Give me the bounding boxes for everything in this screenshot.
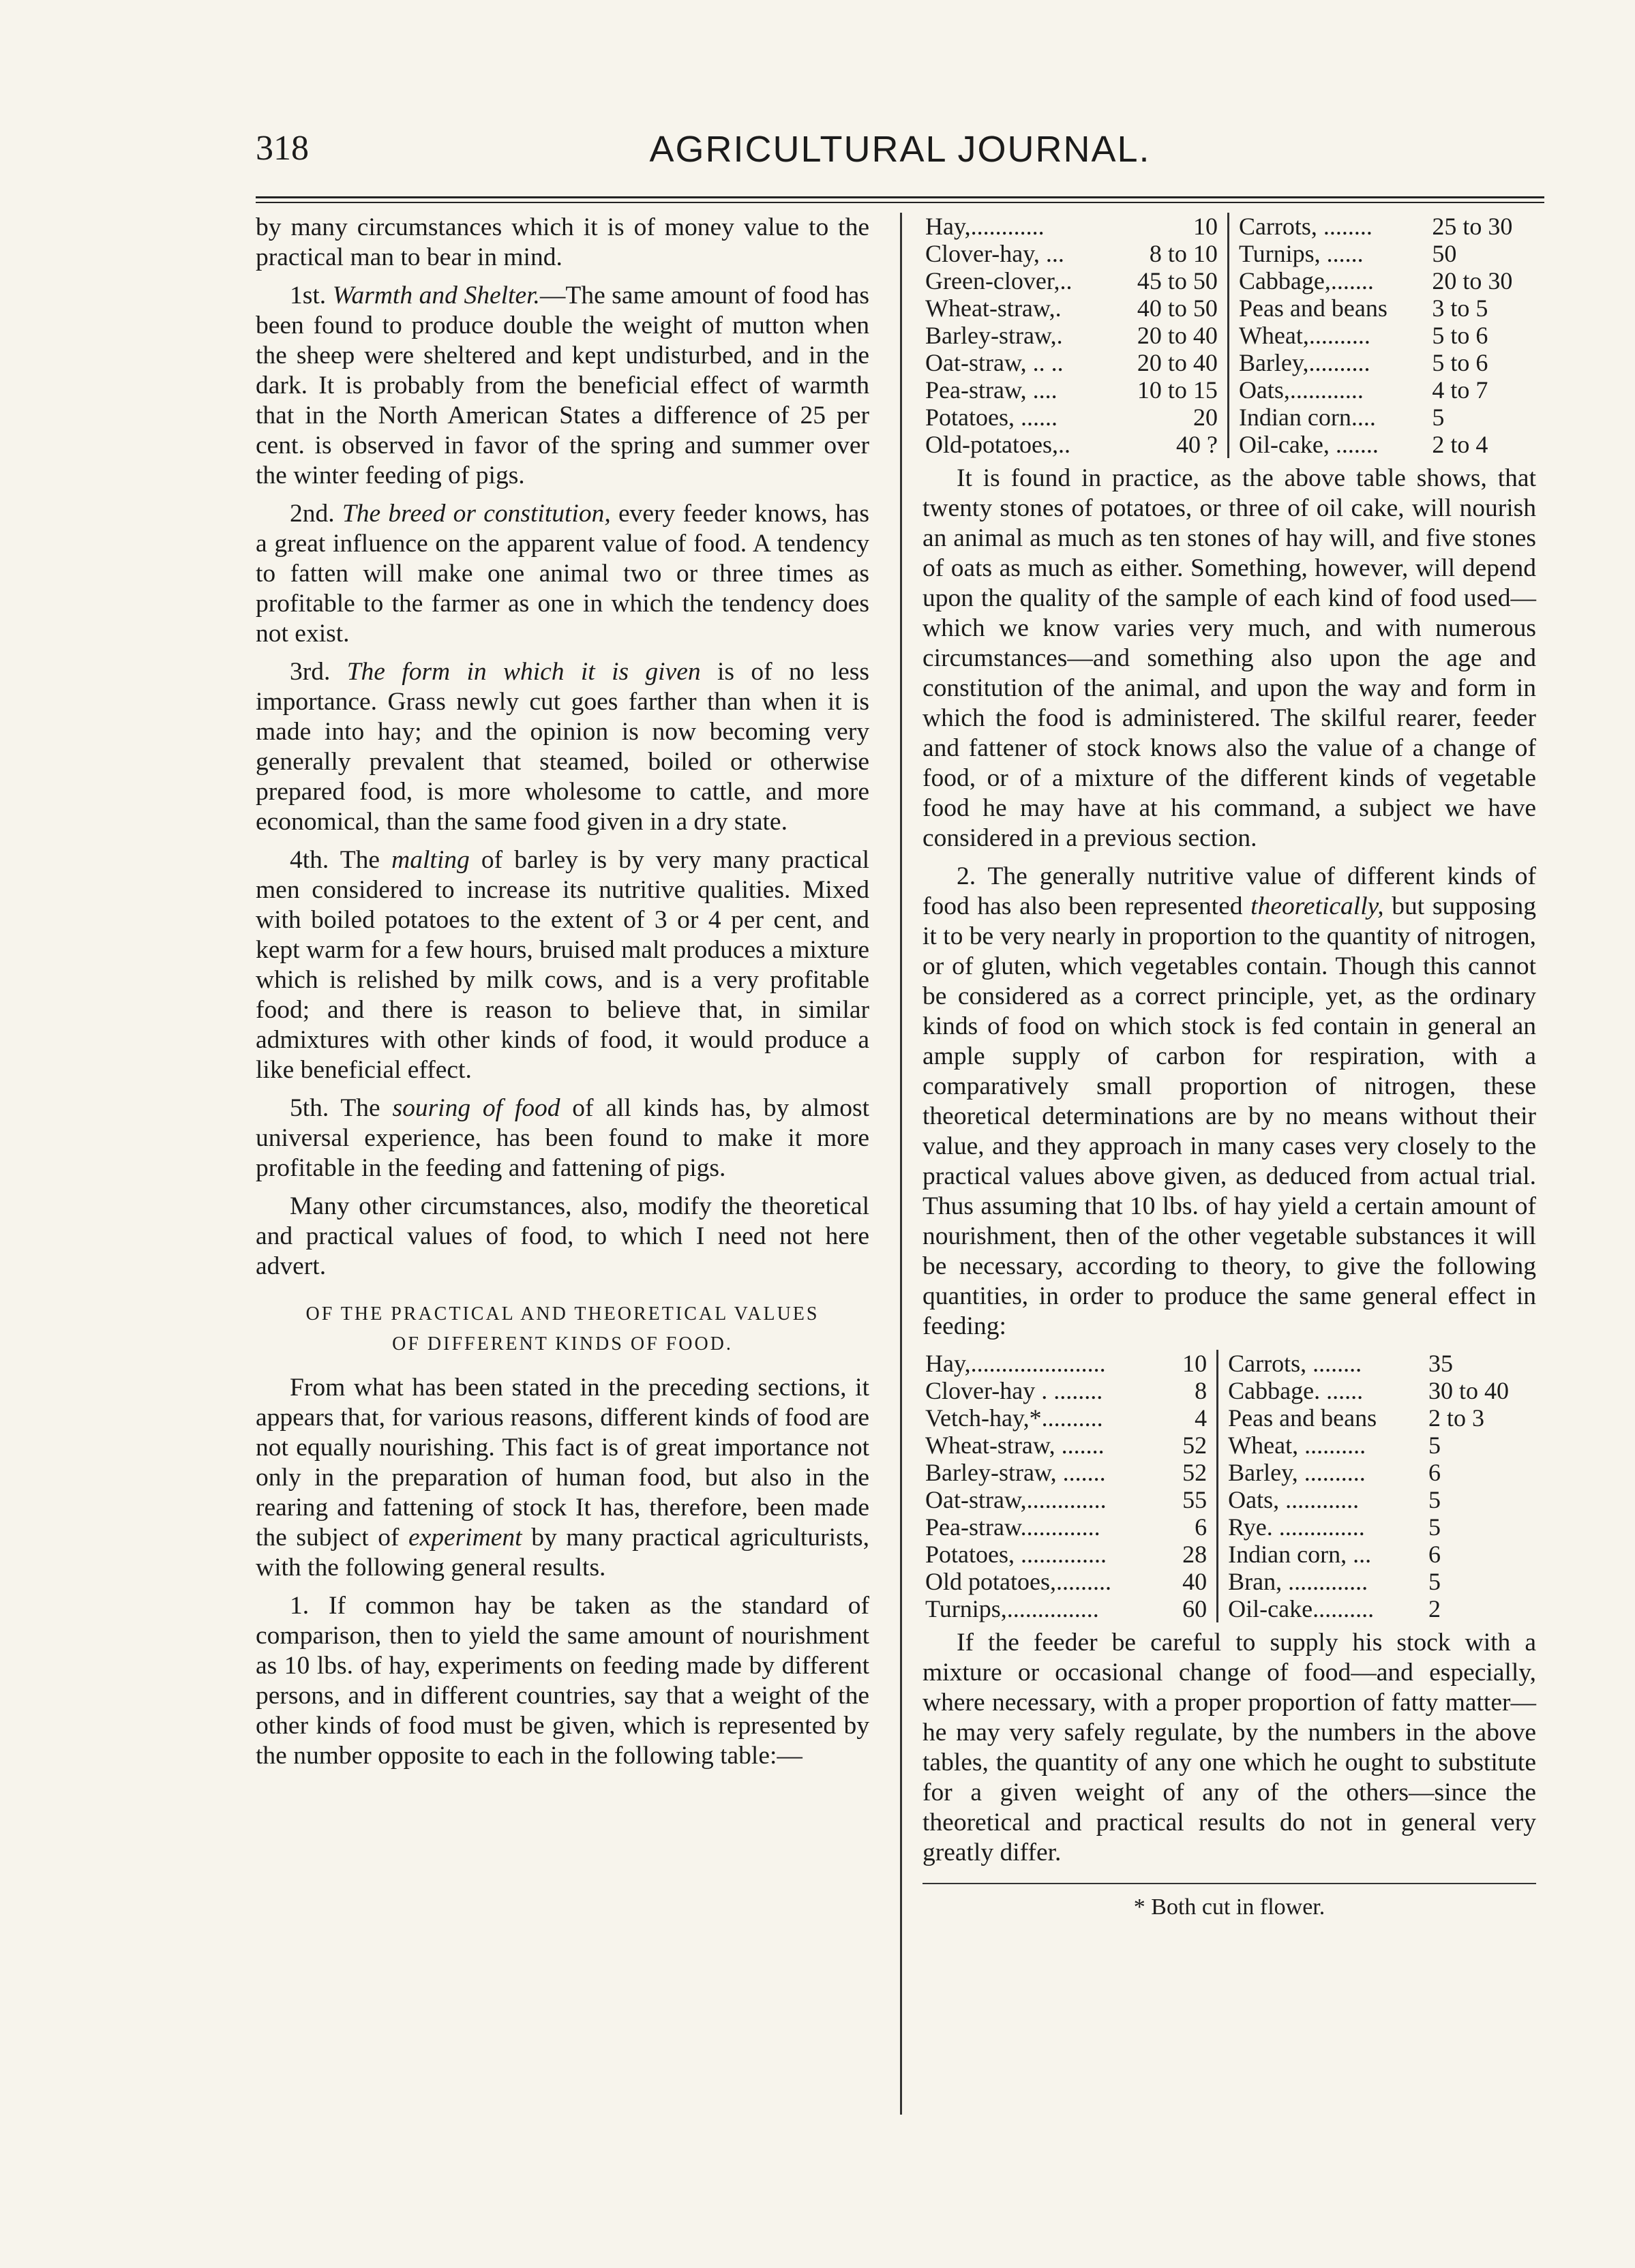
food-value: 2 <box>1428 1595 1441 1622</box>
food-name: Carrots, ........ <box>1218 1350 1426 1377</box>
table-row <box>922 1350 1536 1377</box>
food-name: Oil-cake.......... <box>1218 1595 1426 1622</box>
para-text: every feeder knows, has a great influence on the apparent value of food. A tendency to fatten will make one animal two or three times as profitable to the farmer as one in which the tendency does not exist. <box>256 500 869 648</box>
para-emphasis: malting <box>391 846 470 874</box>
food-name: Pea-straw, .... <box>925 376 1058 404</box>
food-value: 5 to 6 <box>1432 322 1488 349</box>
food-value: 20 to 30 <box>1432 267 1513 294</box>
food-name: Potatoes, ...... <box>925 404 1058 431</box>
table-row <box>922 349 1536 376</box>
table-row <box>922 1513 1536 1541</box>
food-value: 55 <box>1182 1486 1208 1513</box>
food-name: Oats, ............ <box>1218 1486 1426 1513</box>
food-value: 60 <box>1182 1595 1208 1622</box>
food-value: 8 to 10 <box>1149 240 1218 267</box>
food-value: 10 to 15 <box>1137 376 1218 404</box>
food-value: 8 <box>1195 1377 1208 1404</box>
food-name: Wheat, .......... <box>1218 1432 1426 1459</box>
theoretical-values-table <box>922 1350 1536 1622</box>
food-value: 35 <box>1428 1350 1453 1377</box>
para-emphasis: experiment <box>408 1524 522 1552</box>
table-row <box>922 1459 1536 1486</box>
food-name: Barley-straw,. <box>925 322 1063 349</box>
right-column <box>922 213 1536 1922</box>
para-emphasis: The form in which it is given <box>346 658 701 686</box>
food-name: Vetch-hay,*.......... <box>925 1404 1103 1432</box>
food-name: Turnips,............... <box>925 1595 1099 1622</box>
para-lead: 1st. <box>290 282 333 309</box>
food-value: 5 <box>1428 1513 1441 1541</box>
table-row <box>922 267 1536 294</box>
food-name: Potatoes, .............. <box>925 1541 1107 1568</box>
running-title: AGRICULTURAL JOURNAL. <box>649 129 1151 170</box>
food-value: 6 <box>1428 1459 1441 1486</box>
food-name: Carrots, ........ <box>1228 213 1429 240</box>
food-name: Oats,............ <box>1228 376 1429 404</box>
food-name: Wheat,.......... <box>1228 322 1429 349</box>
page-number: 318 <box>256 129 309 168</box>
food-name: Old potatoes,......... <box>925 1568 1111 1595</box>
paragraph: It is found in practice, as the above table shows, that twenty stones of potatoes, or three of oil cake, will nourish an animal as much as ten stones of hay will, and five stones of oats as much as either. Something, however, will depend upon the quality of the sample of each kind of food used—which we know varies very much, and with numerous circumstances—and something also upon the age and constitution of the animal, and upon the way and form in which the food is administered. The skilful rearer, feeder and fattener of stock knows also the value of a change of food, or of a mixture of the different kinds of vegetable food he may have at his command, a subject we have considered in a previous section. <box>922 464 1536 852</box>
table-row <box>922 1541 1536 1568</box>
food-value: 52 <box>1182 1459 1208 1486</box>
para-text: —The same amount of food has been found to produce double the weight of mutton when the sheep were sheltered and kept undisturbed, and in the dark. It is probably from the beneficial effect of warmth that in the North American States a difference of 25 per cent. is observed in favor of the spring and summer over the winter feeding of pigs. <box>256 282 870 489</box>
food-value: 2 to 3 <box>1428 1404 1484 1432</box>
food-value: 45 to 50 <box>1137 267 1218 294</box>
paragraph: Many other circumstances, also, modify the theoretical and practical values of food, to which I need not here advert. <box>256 1192 869 1280</box>
food-value: 6 <box>1428 1541 1441 1568</box>
food-name: Indian corn, ... <box>1218 1541 1426 1568</box>
paragraph-breed <box>256 499 869 649</box>
food-value: 5 <box>1428 1486 1441 1513</box>
food-name: Indian corn.... <box>1228 404 1429 431</box>
food-value: 4 to 7 <box>1432 376 1488 404</box>
para-emphasis: theoretically, <box>1250 892 1384 920</box>
paragraph-souring <box>256 1093 869 1183</box>
food-value: 5 <box>1432 404 1445 431</box>
food-name: Hay,...................... <box>925 1350 1106 1377</box>
food-name: Turnips, ...... <box>1228 240 1429 267</box>
para-lead: 2nd. <box>290 500 342 528</box>
food-name: Green-clover,.. <box>925 267 1072 294</box>
paragraph-form <box>256 657 869 837</box>
para-emphasis: Warmth and Shelter. <box>332 282 540 309</box>
food-value: 4 <box>1195 1404 1208 1432</box>
paragraph-malting <box>256 845 869 1085</box>
table-row <box>922 1377 1536 1404</box>
food-name: Oat-straw, .. .. <box>925 349 1064 376</box>
para-text: of barley is by very many practical men considered to increase its nutritive qualities. Mixed with boiled potatoes to the extent of 3 or 4 per cent, and kept warm for a few hours, bruised malt produces a mixture which is relished by milk cows, and is a very profitable food; and there is reason to believe that, in similar admixtures with other kinds of food, it would produce a like beneficial effect. <box>256 846 870 1084</box>
para-text: 2. The generally nutritive value of different kinds of food has also been represented <box>922 862 1536 920</box>
footnote-rule <box>922 1883 1536 1884</box>
food-value: 5 <box>1428 1432 1441 1459</box>
practical-values-table <box>922 213 1536 458</box>
table-row <box>922 376 1536 404</box>
paragraph: by many circumstances which it is of money value to the practical man to bear in mind. <box>256 213 869 271</box>
header-rule <box>256 196 1544 198</box>
food-value: 6 <box>1195 1513 1208 1541</box>
food-value: 10 <box>1192 213 1218 240</box>
paragraph <box>922 862 1536 1342</box>
food-name: Oat-straw,............. <box>925 1486 1107 1513</box>
para-text: but supposing it to be very nearly in proportion to the quantity of nitrogen, or of gluten, which vegetables contain. Though this cannot be considered as a correct principle, yet, as the ordinary kinds of food on which stock is fed contain in general an ample supply of carbon for respiration, with a comparatively small proportion of nitrogen, these theoretical determinations are by no means without their value, and they approach in many cases very closely to the practical values above given, as deduced from actual trial. Thus assuming that 10 lbs. of hay yield a certain amount of nourishment, then of the other vegetable substances it will be necessary, according to theory, to give the following quantities, in order to produce the same general effect in feeding: <box>922 892 1536 1340</box>
food-name: Bran, ............. <box>1218 1568 1426 1595</box>
page-header <box>256 128 1544 183</box>
left-column <box>256 213 869 1779</box>
food-value: 40 to 50 <box>1137 294 1218 322</box>
para-lead: 4th. The <box>290 846 392 874</box>
food-name: Clover-hay . ........ <box>925 1377 1103 1404</box>
food-name: Barley, .......... <box>1218 1459 1426 1486</box>
food-value: 5 to 6 <box>1432 349 1488 376</box>
table-row <box>922 322 1536 349</box>
section-heading <box>256 1299 869 1359</box>
table-row <box>922 1404 1536 1432</box>
para-text: of all kinds has, by almost universal experience, has been found to make it more profitable in the feeding and fattening of pigs. <box>256 1094 869 1182</box>
food-value: 20 to 40 <box>1137 349 1218 376</box>
para-lead: 5th. The <box>290 1094 393 1122</box>
food-name: Wheat-straw,. <box>925 294 1062 322</box>
table-row <box>922 431 1536 458</box>
table-row <box>922 404 1536 431</box>
para-text: is of no less importance. Grass newly cut goes farther than when it is made into hay; and the opinion is now becoming very generally prevalent that steamed, boiled or otherwise prepared food, is more wholesome to cattle, and more economical, than the same food given in a dry state. <box>256 658 869 836</box>
table-row <box>922 1595 1536 1622</box>
food-value: 2 to 4 <box>1432 431 1488 458</box>
food-name: Old-potatoes,.. <box>925 431 1070 458</box>
para-text: From what has been stated in the preceding sections, it appears that, for various reasons, different kinds of food are not equally nourishing. This fact is of great importance not only in the preparation of human food, but also in the rearing and fattening of stock It has, therefore, been made the subject of <box>256 1374 869 1552</box>
footnote: * Both cut in flower. <box>1133 1894 1325 1920</box>
table-row <box>922 240 1536 267</box>
table-row <box>922 1568 1536 1595</box>
food-name: Oil-cake, ....... <box>1228 431 1429 458</box>
food-value: 25 to 30 <box>1432 213 1513 240</box>
food-name: Cabbage,....... <box>1228 267 1429 294</box>
header-rule-double <box>256 202 1544 203</box>
food-value: 40 ? <box>1175 431 1218 458</box>
food-value: 30 to 40 <box>1428 1377 1509 1404</box>
food-name: Wheat-straw, ....... <box>925 1432 1105 1459</box>
para-emphasis: souring of food <box>392 1094 560 1122</box>
food-name: Rye. .............. <box>1218 1513 1426 1541</box>
food-name: Peas and beans <box>1218 1404 1426 1432</box>
food-value: 52 <box>1182 1432 1208 1459</box>
para-lead: 3rd. <box>290 658 347 686</box>
column-divider <box>900 213 902 2115</box>
food-name: Barley,.......... <box>1228 349 1429 376</box>
section-heading-line-2: OF DIFFERENT KINDS OF FOOD. <box>392 1333 733 1355</box>
table-row <box>922 213 1536 240</box>
paragraph: 1. If common hay be taken as the standard of comparison, then to yield the same amount of nourishment as 10 lbs. of hay, experiments on feeding made by different persons, and in different countries, say that a weight of the other kinds of food must be given, which is represented by the number opposite to each in the following table:— <box>256 1592 869 1770</box>
food-name: Peas and beans <box>1228 294 1429 322</box>
food-value: 20 <box>1192 404 1218 431</box>
paragraph: If the feeder be careful to supply his stock with a mixture or occasional change of food—and especially, where necessary, with a proper proportion of fatty matter—he may very safely regulate, by the numbers in the above tables, the quantity of any one which he ought to substitute for a given weight of any of the others—since the theoretical and practical results do not in general very greatly differ. <box>922 1629 1536 1866</box>
para-text: by many practical agriculturists, with the following general results. <box>256 1524 869 1582</box>
food-value: 5 <box>1428 1568 1441 1595</box>
food-name: Cabbage. ...... <box>1218 1377 1426 1404</box>
section-heading-line-1: OF THE PRACTICAL AND THEORETICAL VALUES <box>305 1303 820 1325</box>
paragraph <box>256 1373 869 1583</box>
food-value: 40 <box>1182 1568 1208 1595</box>
food-name: Clover-hay, ... <box>925 240 1064 267</box>
para-emphasis: The breed or constitution, <box>342 500 611 528</box>
food-value: 10 <box>1182 1350 1208 1377</box>
food-value: 50 <box>1432 240 1457 267</box>
food-name: Pea-straw............. <box>925 1513 1100 1541</box>
table-row <box>922 294 1536 322</box>
table-row <box>922 1432 1536 1459</box>
food-name: Hay,............ <box>925 213 1045 240</box>
food-value: 3 to 5 <box>1432 294 1488 322</box>
food-value: 20 to 40 <box>1137 322 1218 349</box>
food-value: 28 <box>1182 1541 1208 1568</box>
table-row <box>922 1486 1536 1513</box>
food-name: Barley-straw, ....... <box>925 1459 1106 1486</box>
paragraph-warmth <box>256 281 869 491</box>
